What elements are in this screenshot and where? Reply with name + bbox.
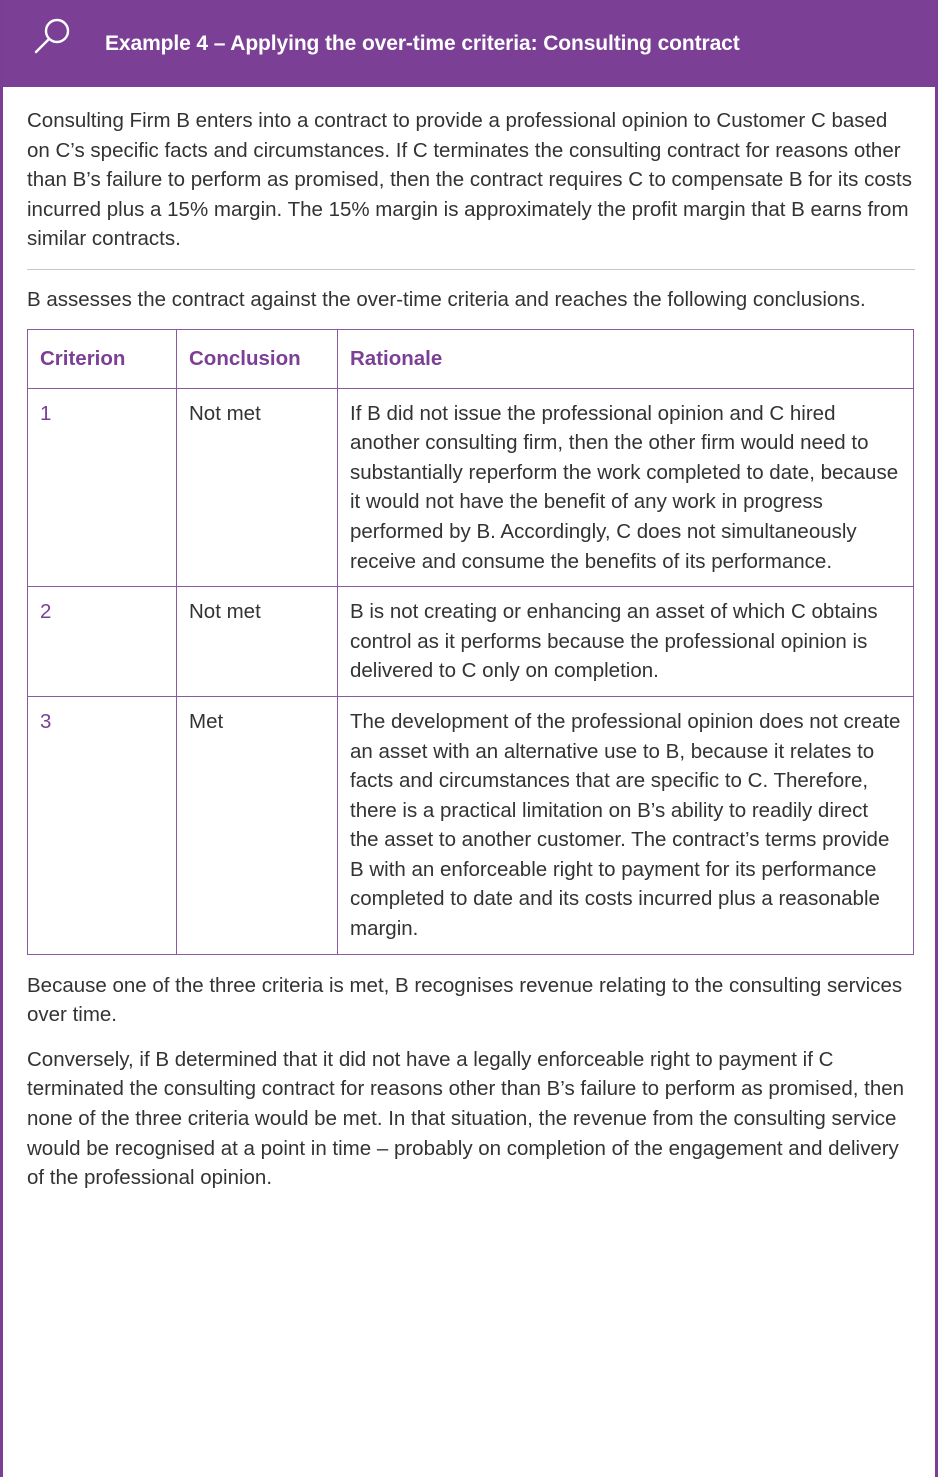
table-header-row (28, 329, 914, 388)
example-title: Example 4 – Applying the over-time criteria: Consulting contract (105, 31, 740, 55)
criterion-number: 2 (28, 587, 177, 697)
criterion-number: 3 (28, 696, 177, 954)
table-row (28, 587, 914, 697)
criteria-table (27, 329, 914, 955)
criterion-conclusion: Not met (177, 388, 338, 587)
criterion-number: 1 (28, 388, 177, 587)
magnifier-icon (31, 15, 75, 59)
criterion-rationale: If B did not issue the professional opinion and C hired another consulting firm, then the other firm would need to substantially reperform the work completed to date, because it would not have the benefit of any work in progress performed by B. Accordingly, C does not simultaneously receive and consume the benefits of its performance. (338, 388, 914, 587)
table-row (28, 696, 914, 954)
example-header (3, 0, 935, 87)
criterion-rationale: B is not creating or enhancing an asset of which C obtains control as it performs because the professional opinion is delivered to C only on completion. (338, 587, 914, 697)
header-conclusion: Conclusion (177, 329, 338, 388)
intro-paragraph-2: B assesses the contract against the over-time criteria and reaches the following conclusions. (27, 287, 866, 311)
table-row (28, 388, 914, 587)
criterion-rationale: The development of the professional opinion does not create an asset with an alternative use to B, because it relates to facts and circumstances that are specific to C. Therefore, there is a practical limitation on B’s ability to readily direct the asset to another customer. The contract’s terms provide B with an enforceable right to payment for its performance completed to date and its costs incurred plus a reasonable margin. (338, 696, 914, 954)
intro-paragraph-1: Consulting Firm B enters into a contract to provide a professional opinion to Customer C based on C’s specific facts and circumstances. If C terminates the consulting contract for reasons other than B’s failure to perform as promised, then the contract requires C to compensate B for its costs incurred plus a 15% margin. The 15% margin is approximately the profit margin that B earns from similar contracts. (27, 109, 912, 251)
header-rationale: Rationale (338, 329, 914, 388)
header-criterion: Criterion (28, 329, 177, 388)
conclusion-paragraph-2: Conversely, if B determined that it did not have a legally enforceable right to payment if C terminated the consulting contract for reasons other than B’s failure to perform as promised, then none of the three criteria would be met. In that situation, the revenue from the consulting service would be recognised at a point in time – probably on completion of the engagement and delivery of the professional opinion. (27, 1047, 905, 1190)
example-content (3, 87, 935, 1193)
conclusion-paragraph-1: Because one of the three criteria is met, B recognises revenue relating to the consulting services over time. (27, 973, 903, 1027)
criterion-conclusion: Not met (177, 587, 338, 697)
criterion-conclusion: Met (177, 696, 338, 954)
